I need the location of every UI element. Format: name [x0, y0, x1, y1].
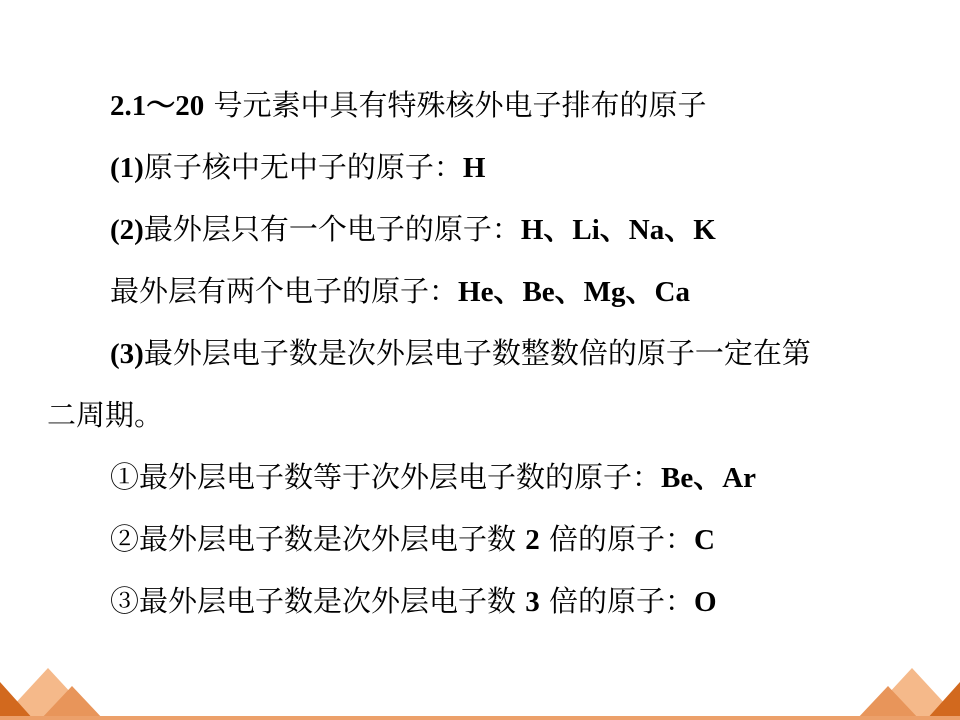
item-1-marker: (1)	[110, 152, 144, 184]
item-1-answer: H	[462, 152, 486, 184]
sub-item-2	[110, 520, 715, 559]
item-2	[110, 210, 716, 249]
sub-item-2-answer: C	[693, 524, 715, 556]
item-1	[110, 148, 485, 187]
item-2-marker: (2)	[110, 214, 144, 246]
sub-item-1-answer: Be、Ar	[661, 462, 757, 494]
sub-item-3-answer: O	[693, 586, 717, 618]
item-3-text: 最外层电子数是次外层电子数整数倍的原子一定在第	[143, 336, 811, 370]
item-3	[110, 334, 811, 373]
item-2b-answer: He、Be、Mg、Ca	[458, 276, 690, 308]
sub-item-3-text-b: 倍的原子：	[539, 584, 694, 618]
corner-decoration-right	[820, 660, 960, 720]
corner-decoration-left	[0, 660, 140, 720]
sub-item-2-text-b: 倍的原子：	[539, 522, 694, 556]
item-3-marker: (3)	[110, 338, 144, 370]
item-2b	[110, 272, 690, 311]
sub-item-2-text-a: ②最外层电子数是次外层电子数	[110, 522, 526, 556]
sub-item-1	[110, 458, 756, 497]
sub-item-3-number: 3	[525, 586, 540, 618]
item-3-cont-text: 二周期。	[47, 398, 164, 432]
item-2-answer: H、Li、Na、K	[520, 214, 716, 246]
item-2-text: 最外层只有一个电子的原子：	[143, 212, 521, 246]
item-3-continuation	[47, 396, 163, 434]
sub-item-3-text-a: ③最外层电子数是次外层电子数	[110, 584, 526, 618]
sub-item-2-number: 2	[525, 524, 540, 556]
heading-line	[110, 86, 707, 125]
item-2b-text: 最外层有两个电子的原子：	[110, 274, 459, 308]
heading-text: 号元素中具有特殊核外电子排布的原子	[204, 88, 707, 122]
bottom-accent-bar	[0, 716, 960, 720]
heading-number: 2.1～20	[110, 90, 205, 122]
item-1-text: 原子核中无中子的原子：	[143, 150, 463, 184]
sub-item-3	[110, 582, 717, 621]
sub-item-1-text: ①最外层电子数等于次外层电子数的原子：	[110, 460, 662, 494]
